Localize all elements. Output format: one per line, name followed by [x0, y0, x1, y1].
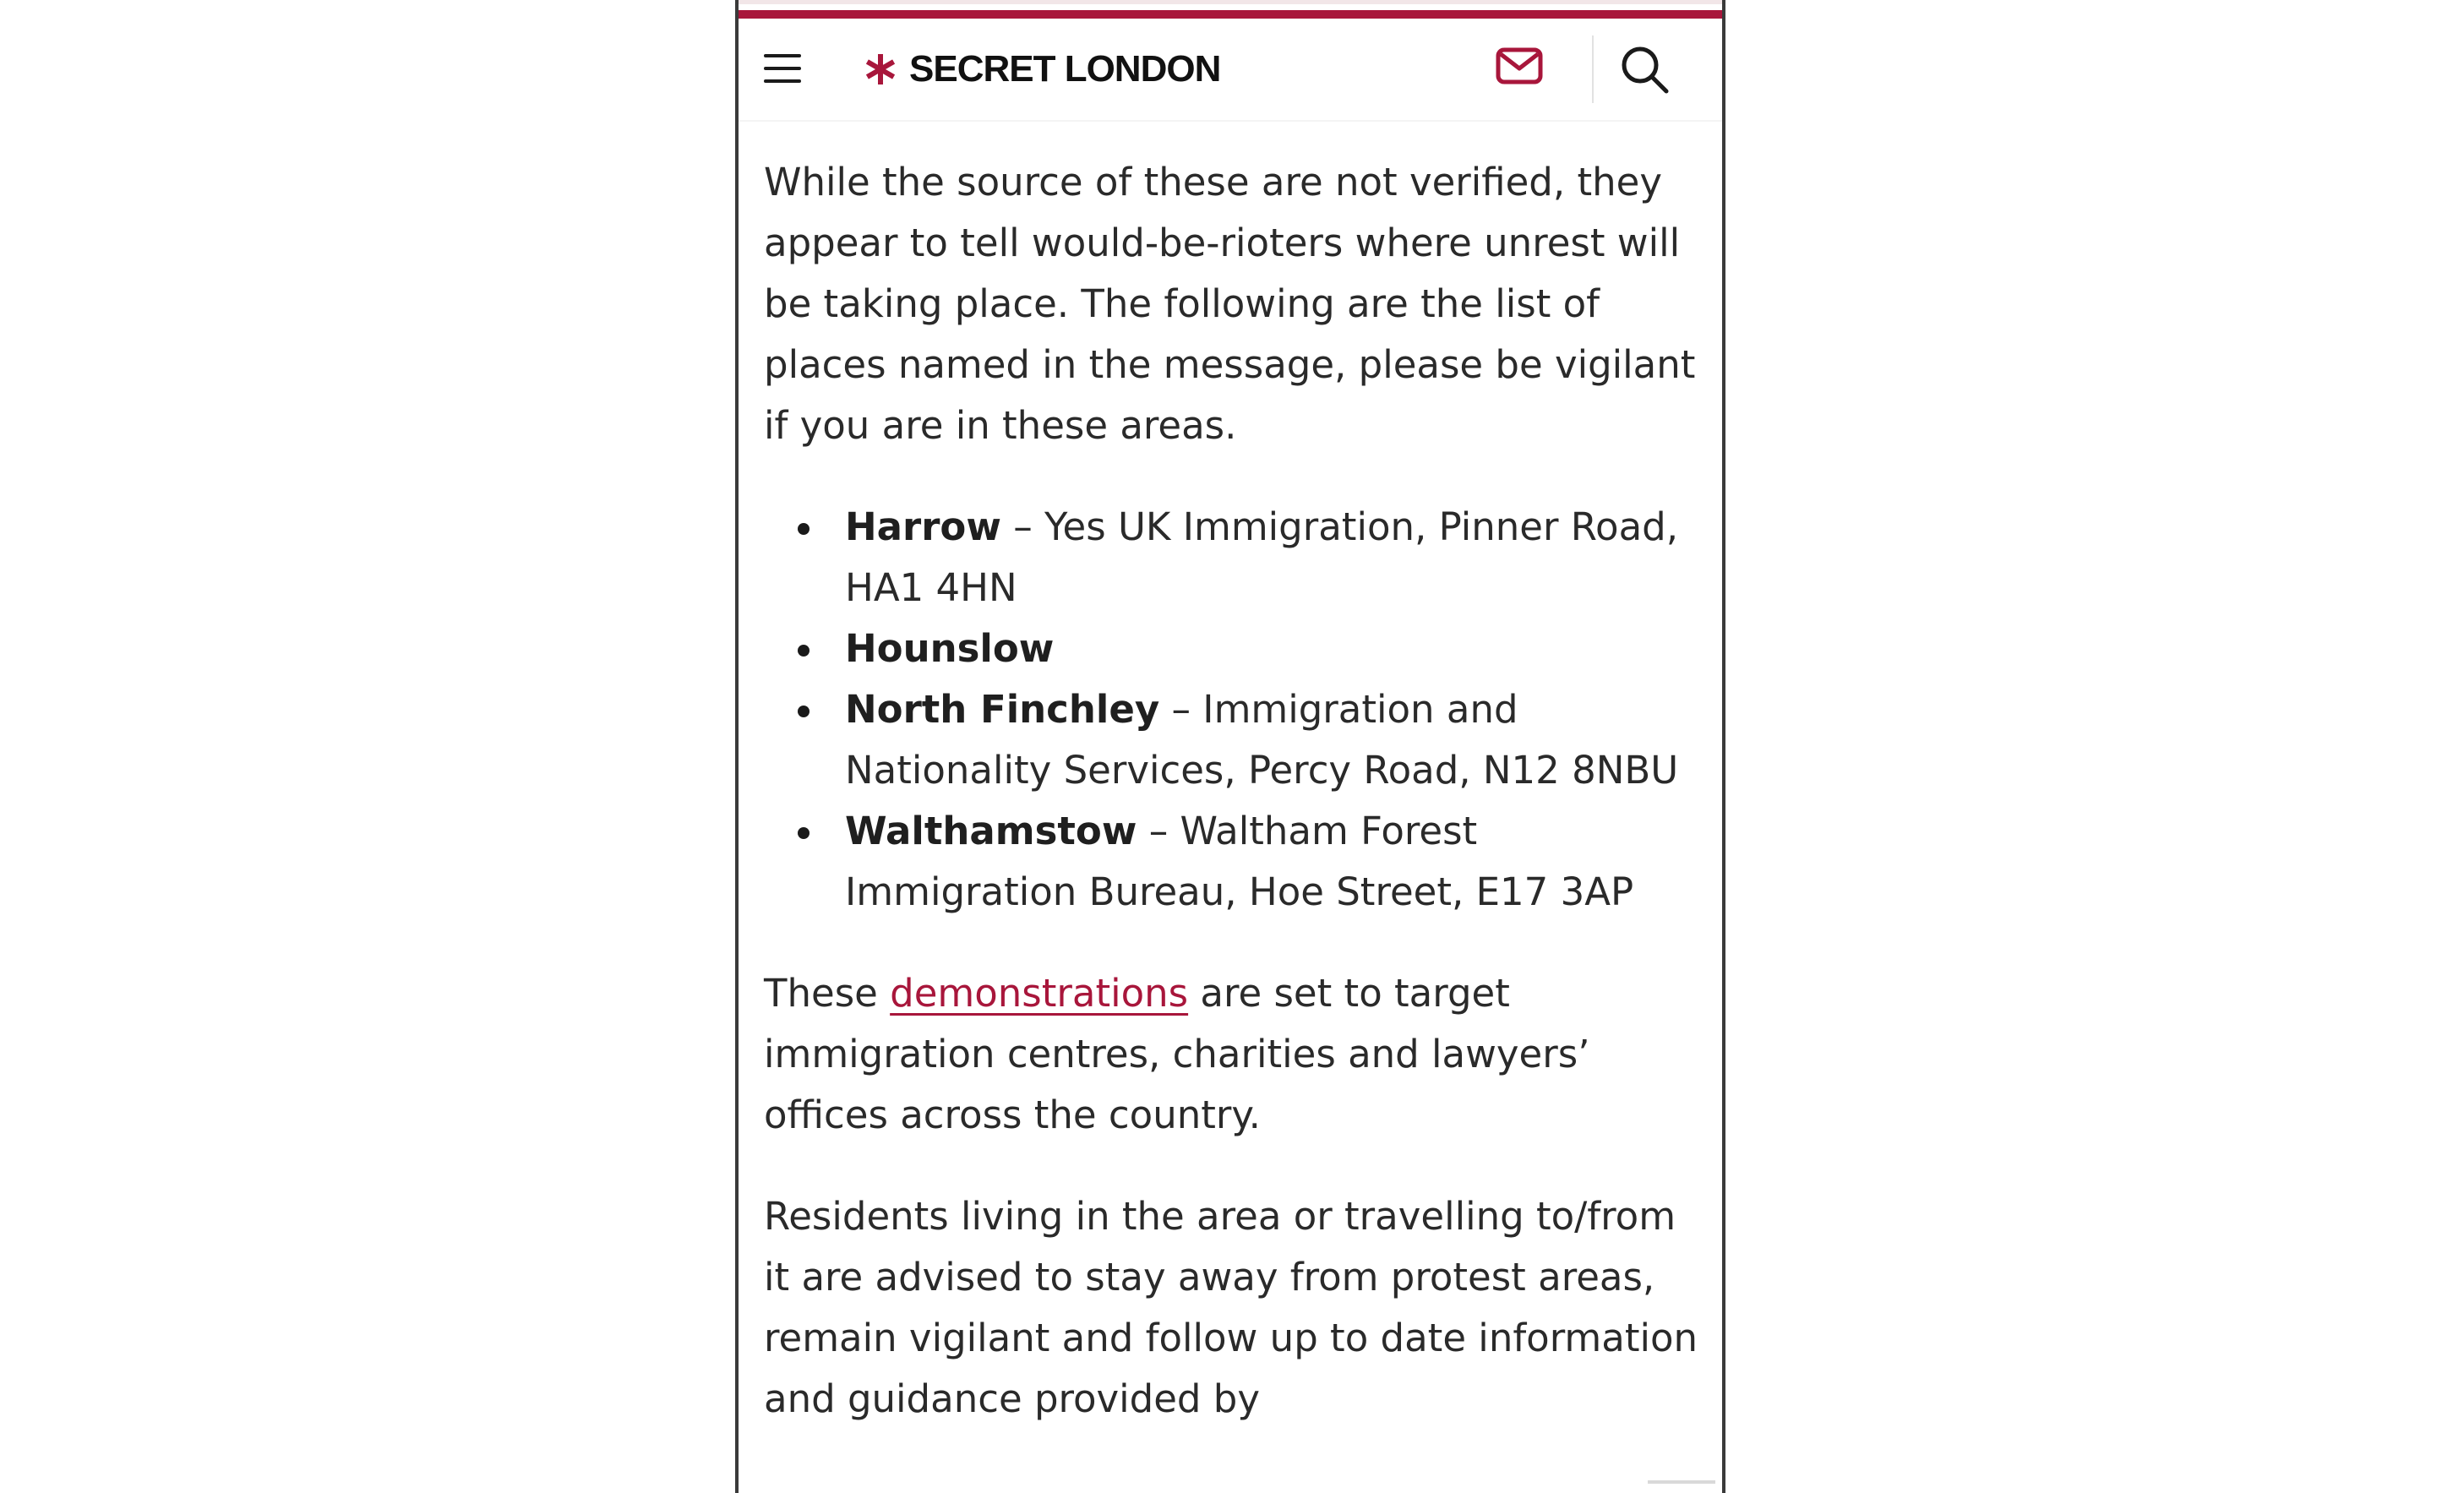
brand-accent-bar — [739, 10, 1722, 19]
mail-icon — [1496, 47, 1543, 84]
bullet-icon — [798, 523, 810, 535]
bullet-icon — [798, 645, 810, 657]
targets-paragraph — [764, 963, 1702, 1146]
article-body — [764, 152, 1702, 1470]
hamburger-menu-icon[interactable] — [764, 52, 801, 84]
targets-text-before: These — [764, 971, 891, 1016]
list-item — [845, 679, 1702, 801]
advice-paragraph: Residents living in the area or travelling to/from it are advised to stay away from protest areas, remain vigilant and follow up to date information and guidance provided by — [764, 1194, 1698, 1421]
search-button[interactable] — [1619, 44, 1671, 96]
newsletter-button[interactable] — [1496, 47, 1543, 84]
targets-text-after: are set to target immigration centres, charities and lawyers’ offices across the country. — [764, 971, 1590, 1137]
top-edge-line — [739, 0, 1722, 4]
bullet-icon — [798, 706, 810, 717]
asterisk-logo-icon — [864, 52, 897, 86]
logo-text: SECRET LONDON — [909, 48, 1221, 90]
location-name: Hounslow — [845, 626, 1055, 671]
intro-paragraph: While the source of these are not verified, they appear to tell would-be-rioters where unrest will be taking place. The following are the list of places named in the message, please be vigilant if you are in these areas. — [764, 160, 1696, 448]
location-name: Walthamstow — [845, 809, 1137, 853]
list-item — [845, 618, 1702, 679]
list-item — [845, 497, 1702, 618]
location-detail: – Yes UK Immigration, Pinner Road, HA1 4HN — [845, 504, 1679, 610]
demonstrations-link[interactable]: demonstrations — [890, 971, 1189, 1016]
header-divider — [1592, 35, 1594, 103]
site-header — [739, 19, 1722, 122]
locations-list — [764, 497, 1702, 923]
site-logo[interactable] — [864, 48, 1221, 90]
scrollbar-thumb[interactable] — [1648, 1480, 1715, 1484]
location-detail: – Immigration and Nationality Services, Percy Road, N12 8NBU — [845, 687, 1679, 793]
location-name: Harrow — [845, 504, 1001, 549]
bullet-icon — [798, 827, 810, 839]
browser-viewport — [735, 0, 1725, 1493]
list-item — [845, 801, 1702, 923]
location-name: North Finchley — [845, 687, 1160, 732]
location-detail: – Waltham Forest Immigration Bureau, Hoe Street, E17 3AP — [845, 809, 1634, 914]
search-icon — [1619, 44, 1671, 96]
